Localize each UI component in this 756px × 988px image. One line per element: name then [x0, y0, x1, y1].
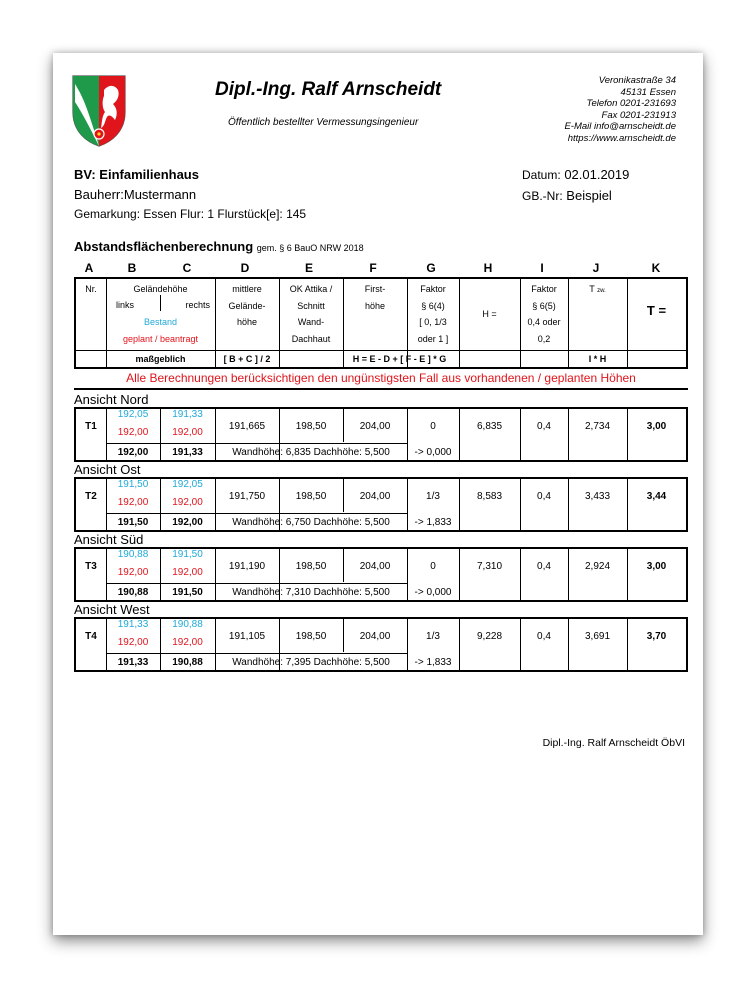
header-formula-j: I * H	[588, 354, 607, 364]
c-geplant-value: 192,00	[172, 637, 203, 648]
g-value: 1/3	[426, 491, 440, 502]
row-id: T1	[85, 421, 97, 432]
h-value: 7,310	[476, 561, 503, 572]
b-massgeblich-value: 192,00	[117, 447, 149, 458]
e-value: 198,50	[295, 561, 327, 572]
h-value: 9,228	[476, 631, 503, 642]
column-letters	[74, 261, 688, 275]
e-value: 198,50	[295, 421, 327, 432]
section-title: Ansicht Ost	[74, 462, 141, 477]
j-value: 2,734	[584, 421, 611, 432]
gb-nr-value: Beispiel	[566, 188, 612, 203]
calc-header-table	[74, 277, 688, 369]
d-value: 191,190	[228, 561, 266, 572]
header-faktor-g	[407, 281, 459, 347]
i-value: 0,4	[537, 561, 551, 572]
header-line: Dachhaut	[291, 333, 331, 344]
address-email: E-Mail info@arnscheidt.de	[564, 121, 676, 133]
b-geplant-value: 192,00	[117, 567, 149, 578]
header-line: 0,2	[537, 333, 551, 344]
header-line: Faktor	[531, 284, 557, 294]
gb-nr-label: GB.-Nr:	[522, 189, 563, 203]
project-bauherr: Bauherr:Mustermann	[74, 187, 197, 202]
header-line: Gelände-	[228, 300, 266, 311]
wand-dach-hoehe: Wandhöhe: 7,395 Dachhöhe: 5,500	[232, 657, 390, 668]
header-t: T	[589, 284, 595, 294]
column-letter: C	[182, 261, 192, 275]
section-table	[74, 547, 688, 602]
worst-case-notice: Alle Berechnungen berücksichtigen den ungünstigsten Fall aus vorhandenen / geplanten Höhen	[126, 371, 636, 385]
k-value: 3,70	[646, 631, 667, 642]
column-letter: B	[127, 261, 137, 275]
b-geplant-value: 192,00	[117, 637, 149, 648]
g-value: 0	[430, 561, 436, 572]
f-value: 204,00	[359, 631, 391, 642]
address-fax: Fax 0201-231913	[601, 109, 676, 121]
b-bestand-value: 191,50	[117, 479, 149, 490]
c-bestand-value: 191,50	[172, 549, 203, 560]
section-title: Ansicht Nord	[74, 392, 149, 407]
column-letter: G	[426, 261, 436, 275]
column-letter: I	[540, 261, 544, 275]
calc-title-ref: gem. § 6 BauO NRW 2018	[256, 243, 364, 253]
g-value: 0	[430, 421, 436, 432]
header-line: mittlere	[232, 284, 262, 294]
c-bestand-value: 190,88	[172, 619, 203, 630]
project-gemarkung: Gemarkung: Essen Flur: 1 Flurstück[e]: 145	[74, 207, 307, 221]
k-value: 3,44	[646, 491, 667, 502]
document-page	[53, 53, 703, 935]
c-massgeblich-value: 190,88	[172, 657, 203, 668]
i-value: 0,4	[537, 631, 551, 642]
calc-title	[74, 239, 364, 254]
k-value: 3,00	[646, 421, 667, 432]
header-firsthoehe	[343, 281, 407, 314]
header-line: Schnitt	[297, 300, 325, 311]
j-value: 3,433	[584, 491, 611, 502]
header-line: First-	[364, 284, 386, 294]
firm-subtitle: Öffentlich bestellter Vermessungsingenieur	[228, 117, 419, 128]
g-value: 1/3	[426, 631, 440, 642]
header-nr: Nr.	[85, 284, 97, 294]
header-t-sub: zw.	[597, 288, 606, 294]
header-t-zw	[568, 281, 627, 300]
b-geplant-value: 192,00	[117, 497, 149, 508]
wand-dach-hoehe: Wandhöhe: 6,835 Dachhöhe: 5,500	[232, 447, 390, 458]
gb-nr-field	[522, 188, 612, 203]
f-value: 204,00	[359, 491, 391, 502]
b-massgeblich-value: 191,50	[117, 517, 149, 528]
divider	[74, 388, 688, 390]
h-value: 6,835	[476, 421, 503, 432]
section-table	[74, 617, 688, 672]
header-ok-attika	[279, 281, 343, 347]
c-geplant-value: 192,00	[172, 497, 203, 508]
section-table	[74, 407, 688, 462]
i-value: 0,4	[537, 491, 551, 502]
wand-dach-hoehe: Wandhöhe: 6,750 Dachhöhe: 5,500	[232, 517, 390, 528]
header-rechts: rechts	[185, 300, 210, 310]
calc-title-text: Abstandsflächenberechnung	[74, 239, 254, 254]
f-value: 204,00	[359, 561, 391, 572]
address-street: Veronikastraße 34	[598, 75, 676, 86]
header-bestand: Bestand	[143, 317, 178, 327]
g-result: -> 0,000	[414, 447, 452, 458]
signature: Dipl.-Ing. Ralf Arnscheidt ÖbVI	[542, 737, 685, 749]
header-geplant: geplant / beantragt	[122, 334, 199, 344]
address-block	[564, 75, 676, 145]
c-geplant-value: 192,00	[172, 567, 203, 578]
firm-name: Dipl.-Ing. Ralf Arnscheidt	[215, 79, 442, 100]
address-phone: Telefon 0201-231693	[586, 98, 676, 110]
k-value: 3,00	[646, 561, 667, 572]
date-value: 02.01.2019	[564, 167, 630, 182]
c-bestand-value: 192,05	[172, 479, 203, 490]
j-value: 3,691	[584, 631, 611, 642]
header-t-result: T =	[646, 303, 667, 318]
header-mittlere	[215, 281, 279, 331]
g-result: -> 1,833	[414, 657, 452, 668]
column-letter: K	[651, 261, 661, 275]
address-city: 45131 Essen	[620, 86, 676, 98]
b-geplant-value: 192,00	[117, 427, 149, 438]
column-letter: F	[369, 261, 377, 275]
b-massgeblich-value: 190,88	[117, 587, 149, 598]
section-table	[74, 477, 688, 532]
c-massgeblich-value: 191,33	[172, 447, 203, 458]
e-value: 198,50	[295, 491, 327, 502]
g-result: -> 1,833	[414, 517, 452, 528]
d-value: 191,665	[228, 421, 266, 432]
header-line: Wand-	[297, 317, 325, 327]
header-formula-h: H = E - D + [ F - E ] * G	[352, 354, 447, 364]
h-value: 8,583	[476, 491, 503, 502]
d-value: 191,105	[228, 631, 266, 642]
header-formula-d: [ B + C ] / 2	[223, 354, 271, 364]
row-id: T4	[85, 631, 97, 642]
j-value: 2,924	[584, 561, 611, 572]
column-letter: E	[304, 261, 314, 275]
header-line: höhe	[236, 317, 258, 327]
header-line: höhe	[364, 300, 386, 311]
c-massgeblich-value: 192,00	[172, 517, 203, 528]
header-line: § 6(5)	[532, 300, 556, 311]
header-gelaendehoehe: Geländehöhe	[133, 284, 188, 294]
header-line: § 6(4)	[421, 300, 445, 311]
column-letter: A	[84, 261, 94, 275]
header-line: [ 0, 1/3	[419, 317, 447, 327]
b-bestand-value: 192,05	[117, 409, 149, 420]
c-massgeblich-value: 191,50	[172, 587, 203, 598]
nrw-coat-of-arms-logo	[71, 74, 127, 148]
column-letter: D	[240, 261, 250, 275]
b-bestand-value: 191,33	[117, 619, 149, 630]
c-bestand-value: 191,33	[172, 409, 203, 420]
row-id: T3	[85, 561, 97, 572]
section-title: Ansicht Süd	[74, 532, 144, 547]
column-letter: H	[483, 261, 493, 275]
address-web: https://www.arnscheidt.de	[567, 132, 676, 144]
header-h: H =	[482, 309, 497, 319]
d-value: 191,750	[228, 491, 266, 502]
header-massgeblich: maßgeblich	[135, 354, 186, 364]
header-line: Faktor	[420, 284, 446, 294]
i-value: 0,4	[537, 421, 551, 432]
f-value: 204,00	[359, 421, 391, 432]
date-field	[522, 167, 629, 182]
header-line: OK Attika /	[289, 284, 333, 294]
c-geplant-value: 192,00	[172, 427, 203, 438]
b-massgeblich-value: 191,33	[117, 657, 149, 668]
header-line: 0,4 oder	[527, 317, 561, 327]
header-line: oder 1 ]	[417, 333, 449, 344]
row-id: T2	[85, 491, 97, 502]
header-faktor-i	[520, 281, 568, 347]
g-result: -> 0,000	[414, 587, 452, 598]
header-links: links	[116, 300, 135, 310]
column-letter: J	[592, 261, 600, 275]
date-label: Datum:	[522, 168, 561, 182]
project-bv: BV: Einfamilienhaus	[74, 167, 199, 182]
wand-dach-hoehe: Wandhöhe: 7,310 Dachhöhe: 5,500	[232, 587, 390, 598]
e-value: 198,50	[295, 631, 327, 642]
b-bestand-value: 190,88	[117, 549, 149, 560]
section-title: Ansicht West	[74, 602, 150, 617]
